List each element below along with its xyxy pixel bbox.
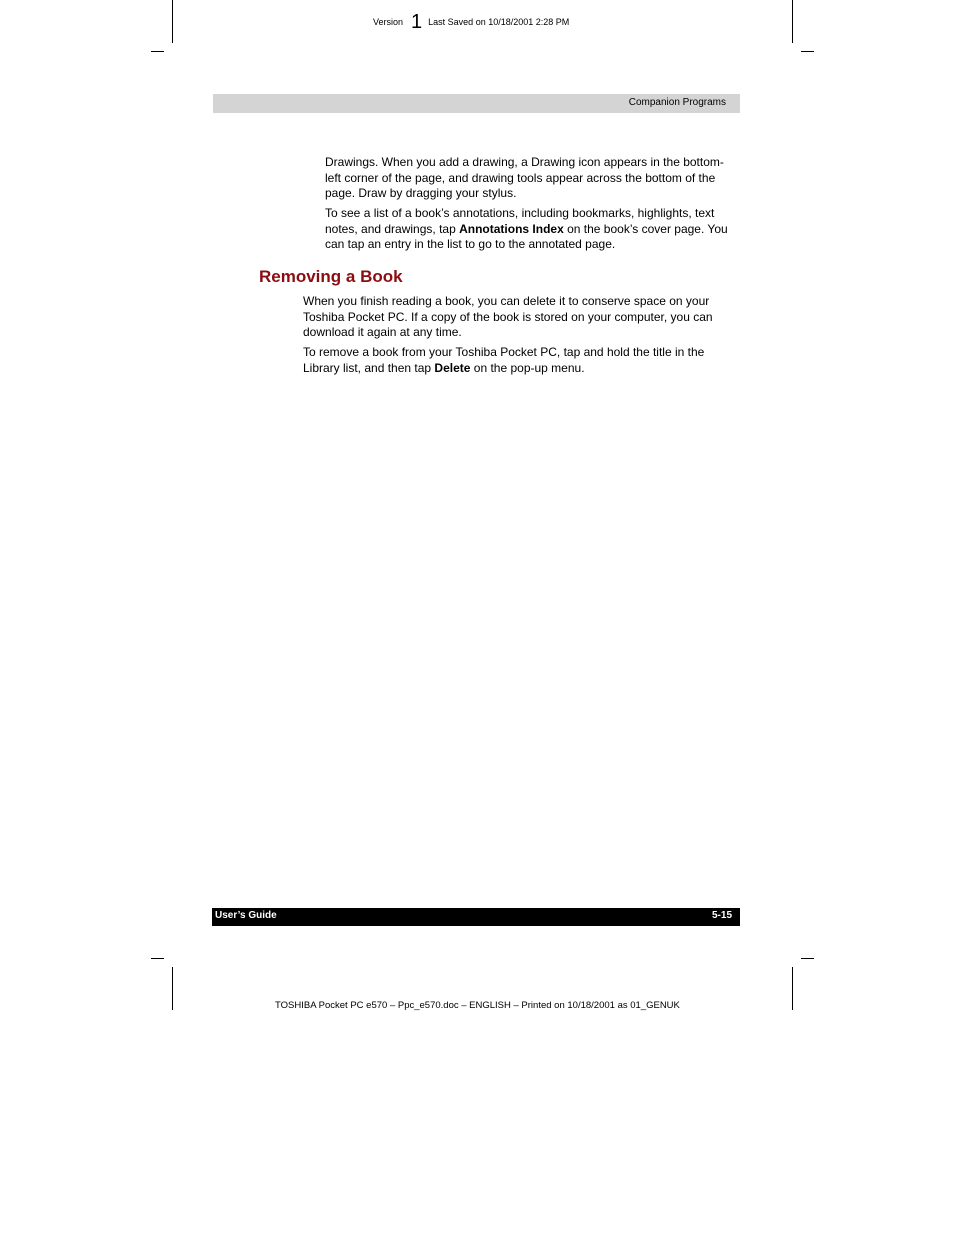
paragraph-removing-steps-text-b: on the pop-up menu. [470, 360, 585, 375]
paragraph-removing-steps-text-a: To remove a book from your Toshiba Pocket PC, tap and hold the title in the Library list, and then tap [303, 345, 705, 375]
header-section-title: Companion Programs [628, 97, 726, 108]
page-number: 5-15 [711, 910, 732, 921]
section-heading: Removing a Book [259, 267, 403, 286]
crop-mark-bottom-right-vertical [792, 967, 793, 1010]
version-number: 1 [411, 11, 423, 33]
version-label: Version [373, 17, 404, 27]
paragraph-drawings-text: Drawings. When you add a drawing, a Drawing icon appears in the bottom-left corner of the page, and drawing tools appear across the bottom of the page. Draw by dragging your stylus. [325, 155, 724, 201]
print-info: TOSHIBA Pocket PC e570 – Ppc_e570.doc – ENGLISH – Printed on 10/18/2001 as 01_GENUK [275, 1000, 680, 1011]
running-header [213, 94, 740, 113]
crop-mark-bottom-left-vertical [172, 967, 173, 1010]
crop-mark-bottom-left-horizontal [151, 958, 164, 959]
paragraph-removing-intro [303, 294, 737, 341]
crop-mark-top-left-horizontal [151, 51, 164, 52]
crop-mark-top-right-horizontal [801, 51, 814, 52]
crop-mark-top-right-vertical [792, 0, 793, 43]
annotations-index-term: Annotations Index [459, 221, 564, 236]
document-version-info [373, 11, 569, 34]
crop-mark-bottom-right-horizontal [801, 958, 814, 959]
last-saved: Last Saved on 10/18/2001 2:28 PM [428, 17, 570, 27]
paragraph-drawings [325, 155, 737, 202]
delete-term: Delete [434, 360, 471, 375]
paragraph-annotations-index [325, 206, 737, 253]
footer-guide-title: User’s Guide [215, 910, 277, 921]
paragraph-removing-steps [303, 345, 737, 376]
crop-mark-top-left-vertical [172, 0, 173, 43]
paragraph-annotations-text-a: To see a list of a book’s annotations, including bookmarks, highlights, text notes, and drawings, tap [325, 206, 715, 236]
running-footer [212, 908, 740, 926]
paragraph-annotations-text-b: on the book’s cover page. You can tap an entry in the list to go to the annotated page. [325, 221, 728, 252]
paragraph-removing-intro-text: When you finish reading a book, you can delete it to conserve space on your Toshiba Pocket PC. If a copy of the book is stored on your computer, you can download it again at any time. [303, 294, 713, 340]
